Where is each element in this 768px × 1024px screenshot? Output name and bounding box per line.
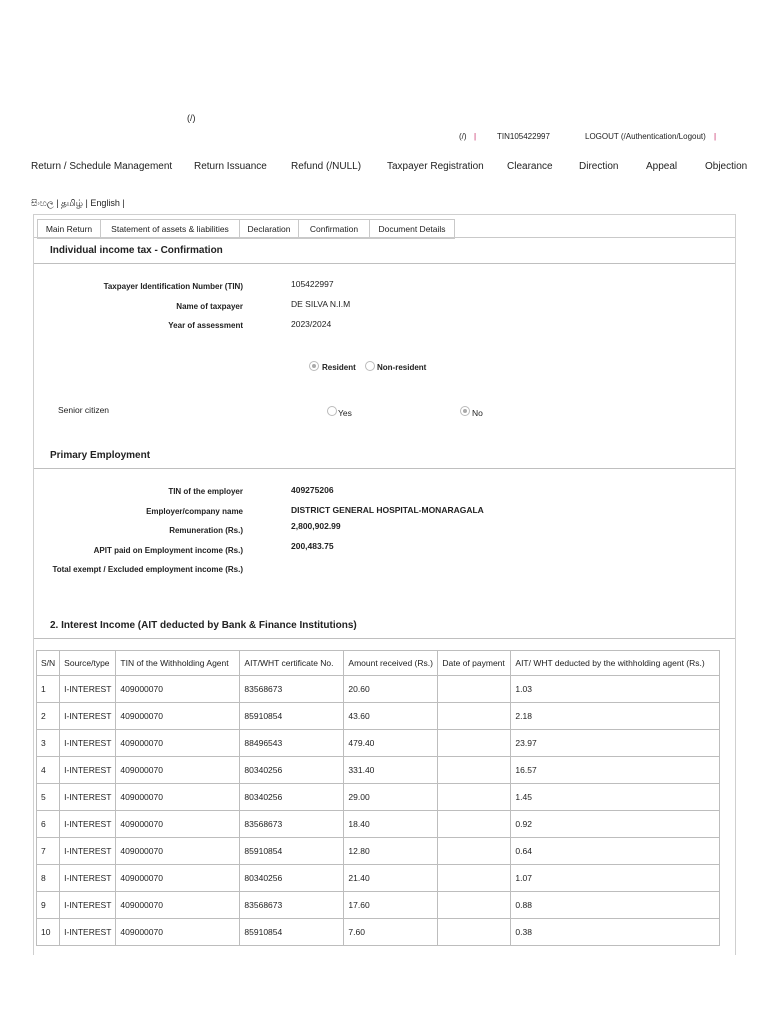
table-cell: I-INTEREST bbox=[60, 703, 116, 730]
primary-employment-title: Primary Employment bbox=[50, 450, 151, 461]
section-divider bbox=[34, 263, 735, 264]
table-cell: 409000070 bbox=[116, 811, 240, 838]
table-row bbox=[37, 892, 720, 919]
table-cell: 3 bbox=[37, 730, 60, 757]
table-cell: I-INTEREST bbox=[60, 919, 116, 946]
table-cell: 88496543 bbox=[240, 730, 344, 757]
resident-label: Resident bbox=[322, 363, 356, 372]
table-cell: 10 bbox=[37, 919, 60, 946]
table-cell: 409000070 bbox=[116, 703, 240, 730]
table-cell bbox=[438, 919, 511, 946]
taxpayer-name-label: Name of taxpayer bbox=[176, 302, 243, 311]
table-cell: I-INTEREST bbox=[60, 784, 116, 811]
table-cell: I-INTEREST bbox=[60, 838, 116, 865]
tab-confirmation[interactable]: Confirmation bbox=[298, 219, 370, 239]
table-cell bbox=[438, 865, 511, 892]
table-cell: 20.60 bbox=[344, 676, 438, 703]
table-cell: 479.40 bbox=[344, 730, 438, 757]
table-row bbox=[37, 676, 720, 703]
table-cell: 21.40 bbox=[344, 865, 438, 892]
table-cell: 1.45 bbox=[511, 784, 720, 811]
confirmation-title: Individual income tax - Confirmation bbox=[50, 245, 223, 256]
resident-radio[interactable] bbox=[309, 361, 319, 371]
table-cell: 8 bbox=[37, 865, 60, 892]
language-switcher[interactable]: සිංහල | தமிழ் | English | bbox=[31, 198, 125, 208]
nav-return-schedule-management[interactable]: Return / Schedule Management bbox=[31, 161, 173, 172]
table-cell: 80340256 bbox=[240, 865, 344, 892]
nav-direction[interactable]: Direction bbox=[579, 161, 619, 172]
nav-appeal[interactable]: Appeal bbox=[646, 161, 678, 172]
interest-income-title: 2. Interest Income (AIT deducted by Bank & Finance Institutions) bbox=[50, 620, 357, 631]
table-cell: 7.60 bbox=[344, 919, 438, 946]
table-cell: 2 bbox=[37, 703, 60, 730]
table-cell: 29.00 bbox=[344, 784, 438, 811]
table-cell: 18.40 bbox=[344, 811, 438, 838]
exempt-income-label: Total exempt / Excluded employment income (Rs.) bbox=[52, 565, 243, 574]
employer-tin-value: 409275206 bbox=[291, 485, 334, 495]
table-cell: 4 bbox=[37, 757, 60, 784]
table-cell: 2.18 bbox=[511, 703, 720, 730]
table-row bbox=[37, 784, 720, 811]
table-cell: I-INTEREST bbox=[60, 757, 116, 784]
year-of-assessment-label: Year of assessment bbox=[168, 321, 243, 330]
table-cell: I-INTEREST bbox=[60, 730, 116, 757]
table-cell: 7 bbox=[37, 838, 60, 865]
table-cell: 1 bbox=[37, 676, 60, 703]
table-row bbox=[37, 838, 720, 865]
home-link[interactable]: (/) bbox=[187, 113, 196, 123]
table-cell: 409000070 bbox=[116, 757, 240, 784]
table-cell: 6 bbox=[37, 811, 60, 838]
home-link-secondary[interactable]: (/) bbox=[459, 132, 467, 141]
table-cell: 5 bbox=[37, 784, 60, 811]
nav-clearance[interactable]: Clearance bbox=[507, 161, 553, 172]
table-cell: 85910854 bbox=[240, 703, 344, 730]
column-header: Amount received (Rs.) bbox=[344, 651, 438, 676]
table-cell: 409000070 bbox=[116, 865, 240, 892]
interest-income-table bbox=[36, 650, 720, 946]
remuneration-value: 2,800,902.99 bbox=[291, 521, 341, 531]
table-cell: 409000070 bbox=[116, 784, 240, 811]
table-cell: I-INTEREST bbox=[60, 676, 116, 703]
table-cell: 409000070 bbox=[116, 892, 240, 919]
table-cell: 83568673 bbox=[240, 892, 344, 919]
table-cell: I-INTEREST bbox=[60, 892, 116, 919]
section-divider bbox=[34, 468, 735, 469]
table-cell: I-INTEREST bbox=[60, 865, 116, 892]
table-cell: 80340256 bbox=[240, 784, 344, 811]
table-cell bbox=[438, 784, 511, 811]
table-cell: 0.92 bbox=[511, 811, 720, 838]
remuneration-label: Remuneration (Rs.) bbox=[169, 526, 243, 535]
employer-tin-label: TIN of the employer bbox=[168, 487, 243, 496]
tab-statement-of-assets[interactable]: Statement of assets & liabilities bbox=[100, 219, 240, 239]
table-cell: 83568673 bbox=[240, 676, 344, 703]
table-cell: 0.88 bbox=[511, 892, 720, 919]
separator: | bbox=[714, 132, 717, 141]
table-cell: 409000070 bbox=[116, 838, 240, 865]
table-header-row bbox=[37, 651, 720, 676]
column-header: Source/type bbox=[60, 651, 116, 676]
table-cell bbox=[438, 730, 511, 757]
table-cell: 331.40 bbox=[344, 757, 438, 784]
table-cell bbox=[438, 892, 511, 919]
table-cell: 85910854 bbox=[240, 838, 344, 865]
table-cell: 1.03 bbox=[511, 676, 720, 703]
table-cell bbox=[438, 757, 511, 784]
table-cell: 85910854 bbox=[240, 919, 344, 946]
table-cell: 9 bbox=[37, 892, 60, 919]
table-cell: 0.38 bbox=[511, 919, 720, 946]
taxpayer-name-value: DE SILVA N.I.M bbox=[291, 299, 351, 309]
table-row bbox=[37, 919, 720, 946]
senior-no-label: No bbox=[472, 408, 483, 418]
table-row bbox=[37, 811, 720, 838]
table-cell: 409000070 bbox=[116, 730, 240, 757]
column-header: AIT/ WHT deducted by the withholding agent (Rs.) bbox=[511, 651, 720, 676]
table-cell: 1.07 bbox=[511, 865, 720, 892]
table-cell: I-INTEREST bbox=[60, 811, 116, 838]
senior-yes-radio[interactable] bbox=[327, 406, 337, 416]
table-cell: 17.60 bbox=[344, 892, 438, 919]
table-row bbox=[37, 703, 720, 730]
main-navigation bbox=[0, 161, 768, 175]
table-row bbox=[37, 730, 720, 757]
table-cell: 0.64 bbox=[511, 838, 720, 865]
nav-return-issuance[interactable]: Return Issuance bbox=[194, 161, 267, 172]
user-bar bbox=[0, 132, 768, 144]
nav-refund[interactable]: Refund (/NULL) bbox=[291, 161, 362, 172]
apit-label: APIT paid on Employment income (Rs.) bbox=[93, 546, 243, 555]
senior-yes-label: Yes bbox=[338, 408, 352, 418]
non-resident-radio[interactable] bbox=[365, 361, 375, 371]
logout-link[interactable]: LOGOUT (/Authentication/Logout) bbox=[585, 132, 706, 141]
column-header: S/N bbox=[37, 651, 60, 676]
tab-document-details[interactable]: Document Details bbox=[369, 219, 455, 239]
senior-no-radio[interactable] bbox=[460, 406, 470, 416]
table-cell: 409000070 bbox=[116, 919, 240, 946]
table-cell bbox=[438, 811, 511, 838]
tin-label: Taxpayer Identification Number (TIN) bbox=[103, 282, 243, 291]
table-cell: 43.60 bbox=[344, 703, 438, 730]
return-panel bbox=[33, 214, 736, 955]
column-header: TIN of the Withholding Agent bbox=[116, 651, 240, 676]
senior-citizen-label: Senior citizen bbox=[58, 405, 110, 415]
section-divider bbox=[34, 638, 735, 639]
tin-value: 105422997 bbox=[291, 279, 334, 289]
non-resident-label: Non-resident bbox=[377, 363, 427, 372]
year-of-assessment-value: 2023/2024 bbox=[291, 319, 332, 329]
table-cell: 16.57 bbox=[511, 757, 720, 784]
column-header: AIT/WHT certificate No. bbox=[240, 651, 344, 676]
employer-name-value: DISTRICT GENERAL HOSPITAL-MONARAGALA bbox=[291, 505, 484, 515]
table-cell: 23.97 bbox=[511, 730, 720, 757]
tab-declaration[interactable]: Declaration bbox=[239, 219, 299, 239]
column-header: Date of payment bbox=[438, 651, 511, 676]
table-row bbox=[37, 865, 720, 892]
nav-taxpayer-registration[interactable]: Taxpayer Registration bbox=[387, 161, 484, 172]
table-cell bbox=[438, 676, 511, 703]
employer-name-label: Employer/company name bbox=[146, 507, 243, 516]
tab-divider bbox=[34, 237, 735, 238]
nav-objection[interactable]: Objection bbox=[705, 161, 748, 172]
apit-value: 200,483.75 bbox=[291, 541, 334, 551]
table-cell: 12.80 bbox=[344, 838, 438, 865]
table-cell: 80340256 bbox=[240, 757, 344, 784]
separator: | bbox=[474, 132, 477, 141]
table-cell bbox=[438, 703, 511, 730]
tab-main-return[interactable]: Main Return bbox=[37, 219, 101, 239]
table-cell: 409000070 bbox=[116, 676, 240, 703]
table-cell: 83568673 bbox=[240, 811, 344, 838]
table-cell bbox=[438, 838, 511, 865]
user-tin: TIN105422997 bbox=[497, 132, 550, 141]
table-row bbox=[37, 757, 720, 784]
